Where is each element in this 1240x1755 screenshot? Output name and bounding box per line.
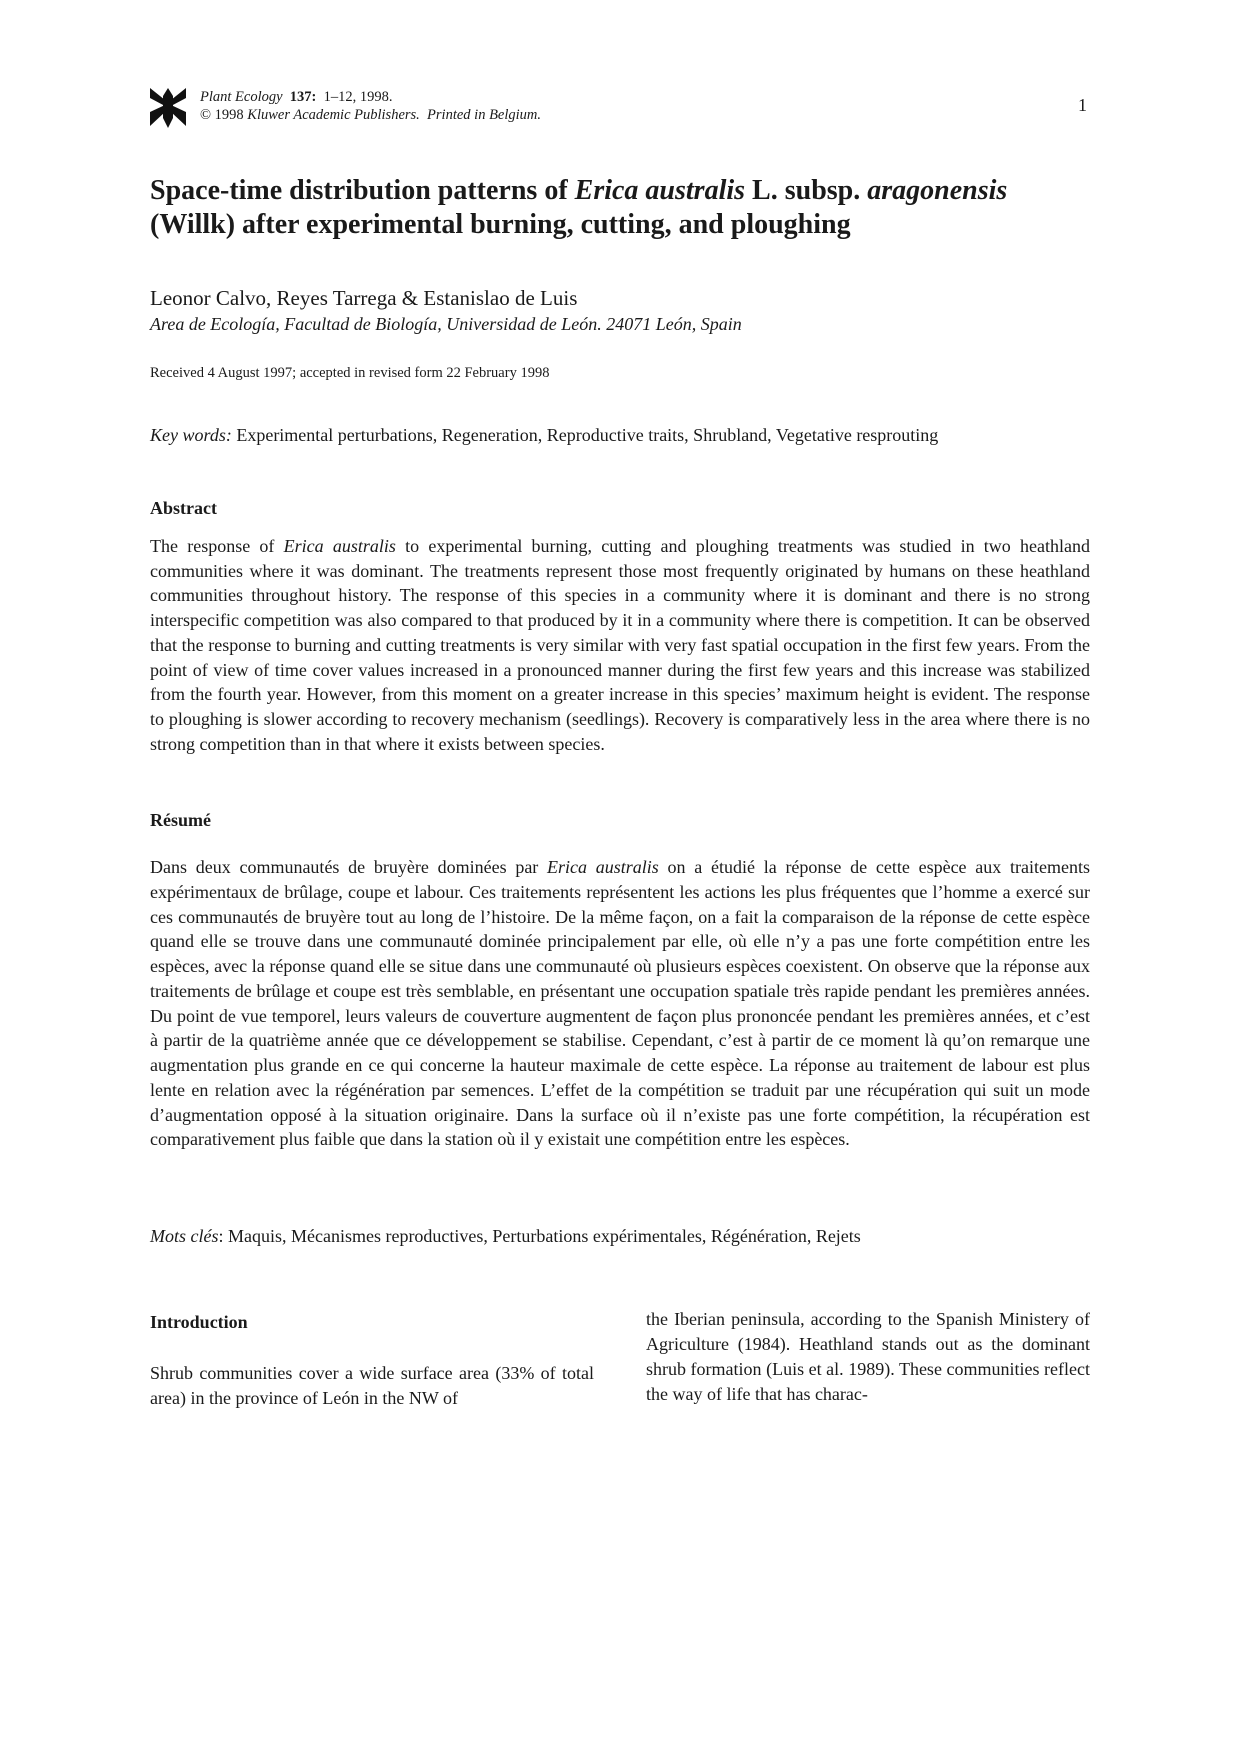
mots-cles-label: Mots clés xyxy=(150,1226,219,1246)
abstract-heading: Abstract xyxy=(150,498,217,518)
introduction-left-column: Shrub communities cover a wide surface area (33% of total area) in the province of León in the NW of xyxy=(150,1363,594,1408)
copyright-year: © 1998 xyxy=(200,107,244,123)
resume-heading: Résumé xyxy=(150,810,211,830)
title-subspecies: aragonensis xyxy=(867,175,1008,206)
author-list: Leonor Calvo, Reyes Tarrega & Estanislao de Luis xyxy=(150,286,578,310)
abstract-lead: The response of xyxy=(150,536,284,556)
publisher-name: Kluwer Academic Publishers. xyxy=(247,107,420,123)
received-date: Received 4 August 1997; accepted in revised form 22 February 1998 xyxy=(150,365,550,381)
abstract-species: Erica australis xyxy=(283,536,396,556)
keywords-label: Key words: xyxy=(150,425,232,445)
title-text-3: (Willk) after experimental burning, cutting, and ploughing xyxy=(150,209,851,240)
resume-body xyxy=(150,855,1090,1152)
mots-cles xyxy=(150,1226,861,1247)
journal-pages-year: 1–12, 1998. xyxy=(323,89,393,105)
keywords-text: Experimental perturbations, Regeneration, Reproductive traits, Shrubland, Vegetative resprouting xyxy=(231,425,939,445)
page-number: 1 xyxy=(1078,95,1087,115)
mots-cles-text: : Maquis, Mécanismes reproductives, Perturbations expérimentales, Régénération, Rejets xyxy=(218,1226,861,1246)
abstract-body xyxy=(150,534,1090,756)
paper-title xyxy=(150,174,1090,242)
title-text-1: Space-time distribution patterns of xyxy=(150,175,575,206)
resume-text: on a étudié la réponse de cette espèce aux traitements expérimentaux de brûlage, coupe et labour. Ces traitements représentent les actions les plus fréquentes que l’homme a exercé sur ces communautés de bruyère tout au long de l’histoire. De la même façon, on a fait la comparaison de la réponse de cette espèce quand elle se trouve dans une communauté dominée principalement par elle, où elle n’y a pas une forte compétition entre les espèces, avec la réponse quand elle se situe dans une communauté où plusieurs espèces coexistent. On observe que la réponse aux traitements de brûlage et coupe est très semblable, en présentant une occupation spatiale très rapide pendant les premières années. Du point de vue temporel, leurs valeurs de couverture augmentent de façon plus prononcée pendant les premières années, et c’est à partir de la quatrième année que ce développement se stabilise. Cependant, c’est à partir de ce moment là qu’on remarque une augmentation plus grande en ce qui concerne la hauteur maximale de cette espèce. La réponse au traitement de labour est plus lente en relation avec la régénération par semences. L’effet de la compétition se traduit par une récupération qui suit un mode d’augmentation opposé à la situation originaire. Dans la surface où il n’existe pas une forte compétition, la récupération est comparativement plus faible que dans la station où il y existait une compétition entre les espèces. xyxy=(150,857,1090,1150)
introduction-right-column: the Iberian peninsula, according to the Spanish Ministery of Agriculture (1984). Heathland stands out as the dominant shrub formation (Luis et al. 1989). These communities reflect the way of life that has charac- xyxy=(646,1309,1090,1404)
publisher-logo-icon xyxy=(150,86,186,128)
journal-volume: 137: xyxy=(289,89,317,105)
keywords xyxy=(150,425,1090,446)
affiliation: Area de Ecología, Facultad de Biología, Universidad de León. 24071 León, Spain xyxy=(150,314,742,334)
resume-species: Erica australis xyxy=(547,857,659,877)
journal-name: Plant Ecology xyxy=(200,89,283,105)
title-text-2: L. subsp. xyxy=(745,175,868,206)
introduction-heading: Introduction xyxy=(150,1312,248,1332)
title-species: Erica australis xyxy=(574,175,746,206)
resume-lead: Dans deux communautés de bruyère dominées par xyxy=(150,857,548,877)
journal-info xyxy=(200,88,541,124)
abstract-text: to experimental burning, cutting and ploughing treatments was studied in two heathland communities where it was dominant. The treatments represent those most frequently originated by humans on these heathland communities throughout history. The response of this species in a community where it is dominant and there is no strong interspecific competition was also compared to that produced by it in a community where there is competition. It can be observed that the response to burning and cutting treatments is very similar with very fast spatial occupation in the first few years. From the point of view of time cover values increased in a pronounced manner during the first few years and this increase was stabilized from the fourth year. However, from this moment on a greater increase in this species’ maximum height is evident. The response to ploughing is slower according to recovery mechanism (seedlings). Recovery is comparatively less in the area where there is no strong competition than in that where it exists between species. xyxy=(150,536,1091,754)
printed-in: Printed in Belgium. xyxy=(427,107,542,123)
